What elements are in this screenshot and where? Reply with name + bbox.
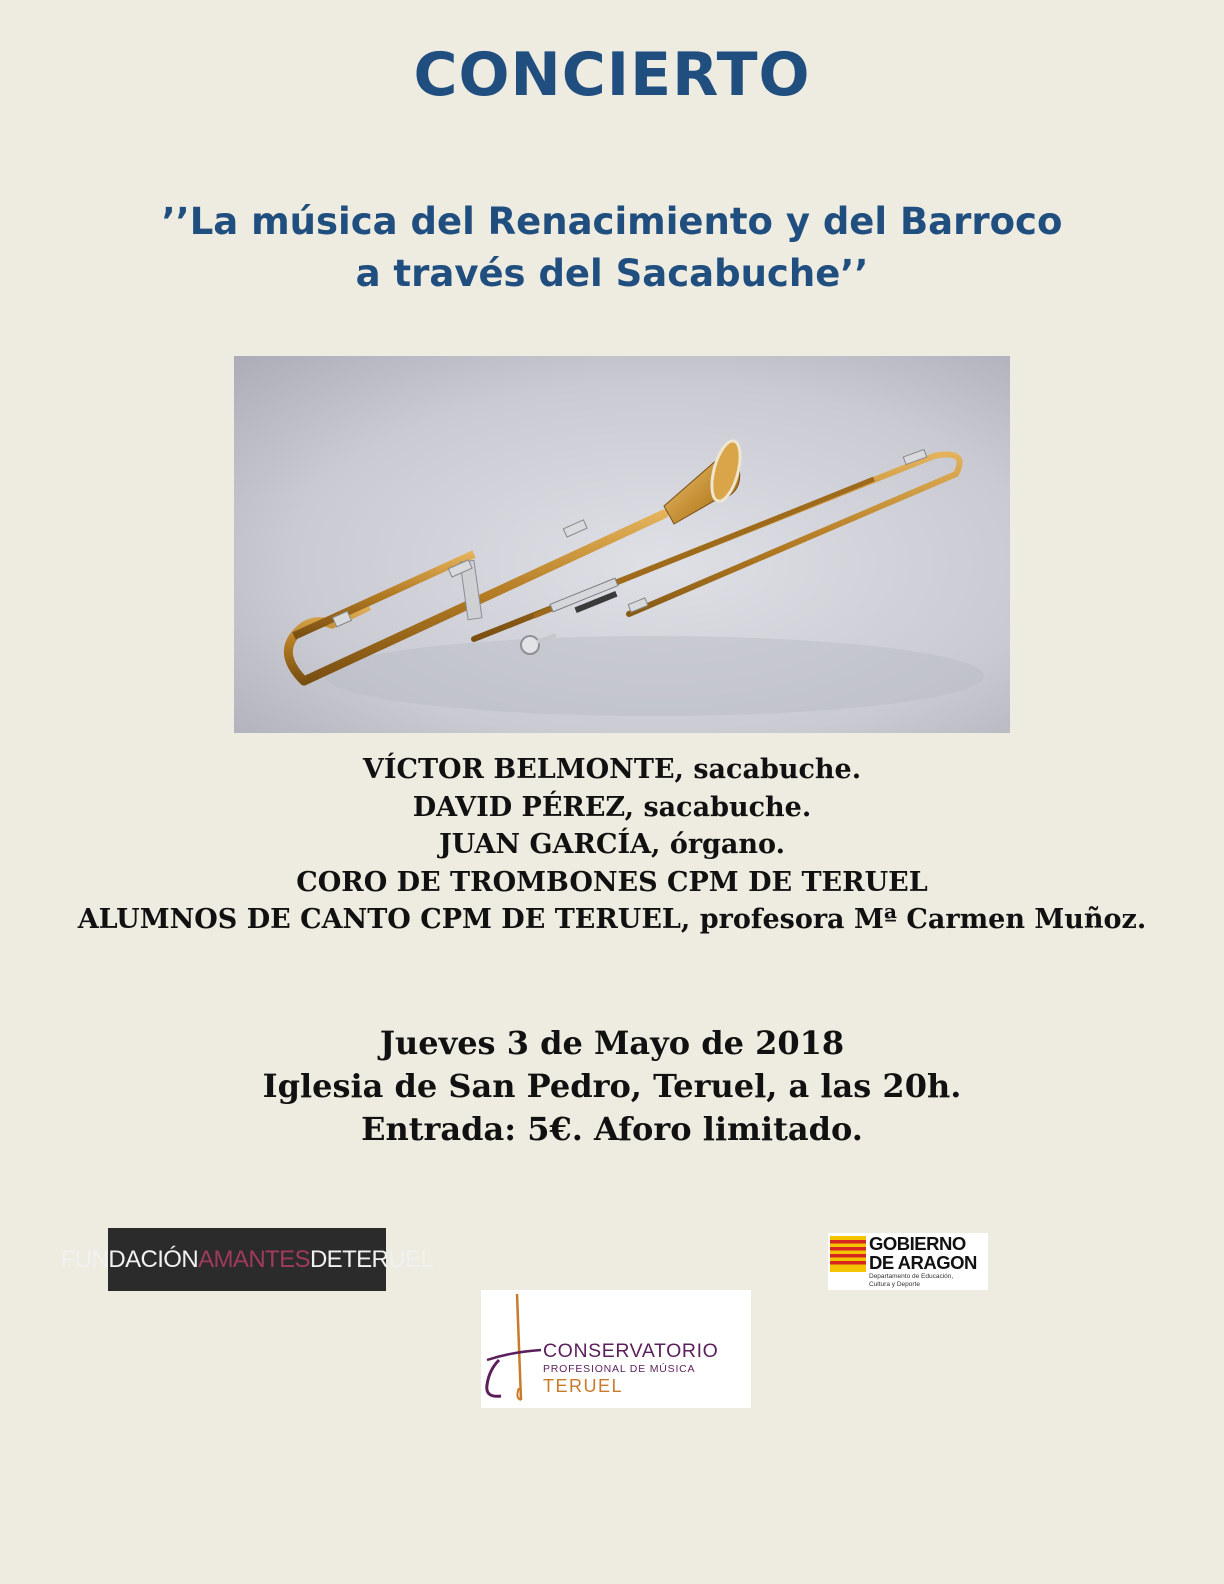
conservatorio-line-1: CONSERVATORIO xyxy=(543,1340,719,1362)
conservatorio-line-3: TERUEL xyxy=(543,1376,624,1396)
logo-text: DE xyxy=(309,1245,343,1273)
conservatorio-emblem-icon xyxy=(481,1290,551,1408)
performer-line: ALUMNOS DE CANTO CPM DE TERUEL, profesora Mª Carmen Muñoz. xyxy=(77,904,1147,935)
gobierno-department xyxy=(869,1273,953,1288)
performer-line: DAVID PÉREZ, sacabuche. xyxy=(412,791,812,823)
event-date: Jueves 3 de Mayo de 2018 xyxy=(379,1024,845,1062)
sackbut-photo xyxy=(234,356,1010,733)
gobierno-aragon-logo xyxy=(828,1233,988,1290)
poster-title: CONCIERTO xyxy=(413,40,811,110)
subtitle-line-1: ’’La música del Renacimiento y del Barroco xyxy=(161,200,1063,243)
fundacion-amantes-logo xyxy=(60,1228,434,1291)
aragon-flag-icon xyxy=(830,1236,866,1272)
gobierno-dept-1: Departamento de Educación, xyxy=(869,1273,954,1280)
gobierno-line-2: DE ARAGON xyxy=(869,1252,977,1273)
performers-list xyxy=(0,751,1224,939)
performer-line: JUAN GARCÍA, órgano. xyxy=(438,829,785,860)
gobierno-name xyxy=(869,1234,977,1272)
event-venue: Iglesia de San Pedro, Teruel, a las 20h. xyxy=(262,1067,962,1105)
subtitle-line-2: a través del Sacabuche’’ xyxy=(355,252,869,295)
gobierno-line-1: GOBIERNO xyxy=(869,1233,966,1254)
logo-text: FUNDACIÓN xyxy=(60,1245,199,1273)
event-price: Entrada: 5€. Aforo limitado. xyxy=(361,1110,863,1148)
logo-text: AMANTES xyxy=(198,1245,310,1273)
conservatorio-line-2: PROFESIONAL DE MÚSICA xyxy=(543,1363,696,1375)
performer-line: CORO DE TROMBONES CPM DE TERUEL xyxy=(296,866,928,898)
gobierno-dept-2: Cultura y Deporte xyxy=(869,1280,920,1288)
poster-subtitle xyxy=(0,196,1224,300)
logo-text: TERUEL xyxy=(342,1245,434,1273)
performer-line: VÍCTOR BELMONTE, sacabuche. xyxy=(362,754,862,785)
conservatorio-logo xyxy=(481,1290,751,1408)
event-details xyxy=(0,1022,1224,1151)
